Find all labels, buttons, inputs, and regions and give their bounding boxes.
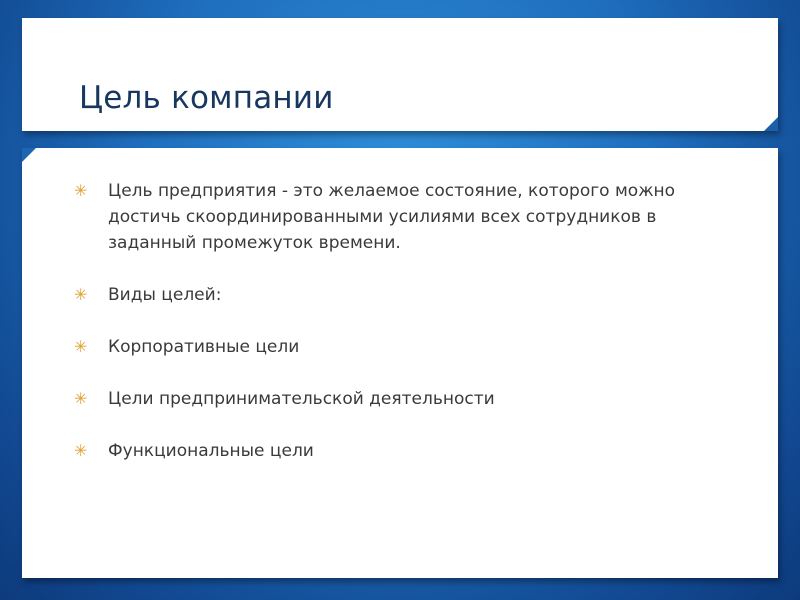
- bullet-icon: ✳: [74, 181, 88, 200]
- bullet-text: Цель предприятия - это желаемое состояние, которого можно достичь скоординированными усилиями всех сотрудников в заданный промежуток времени.: [108, 181, 676, 253]
- bullet-icon: ✳: [74, 285, 88, 304]
- bullet-text: Функциональные цели: [108, 441, 314, 461]
- title-panel: [22, 18, 778, 131]
- bullet-item-functional-goals: [74, 438, 734, 464]
- bullet-text: Корпоративные цели: [108, 337, 300, 357]
- bullet-icon: ✳: [74, 337, 88, 356]
- bullet-icon: ✳: [74, 441, 88, 460]
- bullet-icon: ✳: [74, 389, 88, 408]
- bullet-item-business-goals: [74, 386, 734, 412]
- bullet-text: Цели предпринимательской деятельности: [108, 389, 495, 409]
- bullet-item-corporate-goals: [74, 334, 734, 360]
- bullet-text: Виды целей:: [108, 285, 222, 305]
- bullet-list: [74, 178, 734, 490]
- bullet-item-goal-types: [74, 282, 734, 308]
- slide-title: Цель компании: [79, 80, 334, 116]
- content-panel: [22, 148, 778, 578]
- bullet-item-goal-definition: [74, 178, 734, 256]
- title-panel-corner-fold: [764, 117, 778, 131]
- content-panel-corner-fold: [22, 148, 36, 162]
